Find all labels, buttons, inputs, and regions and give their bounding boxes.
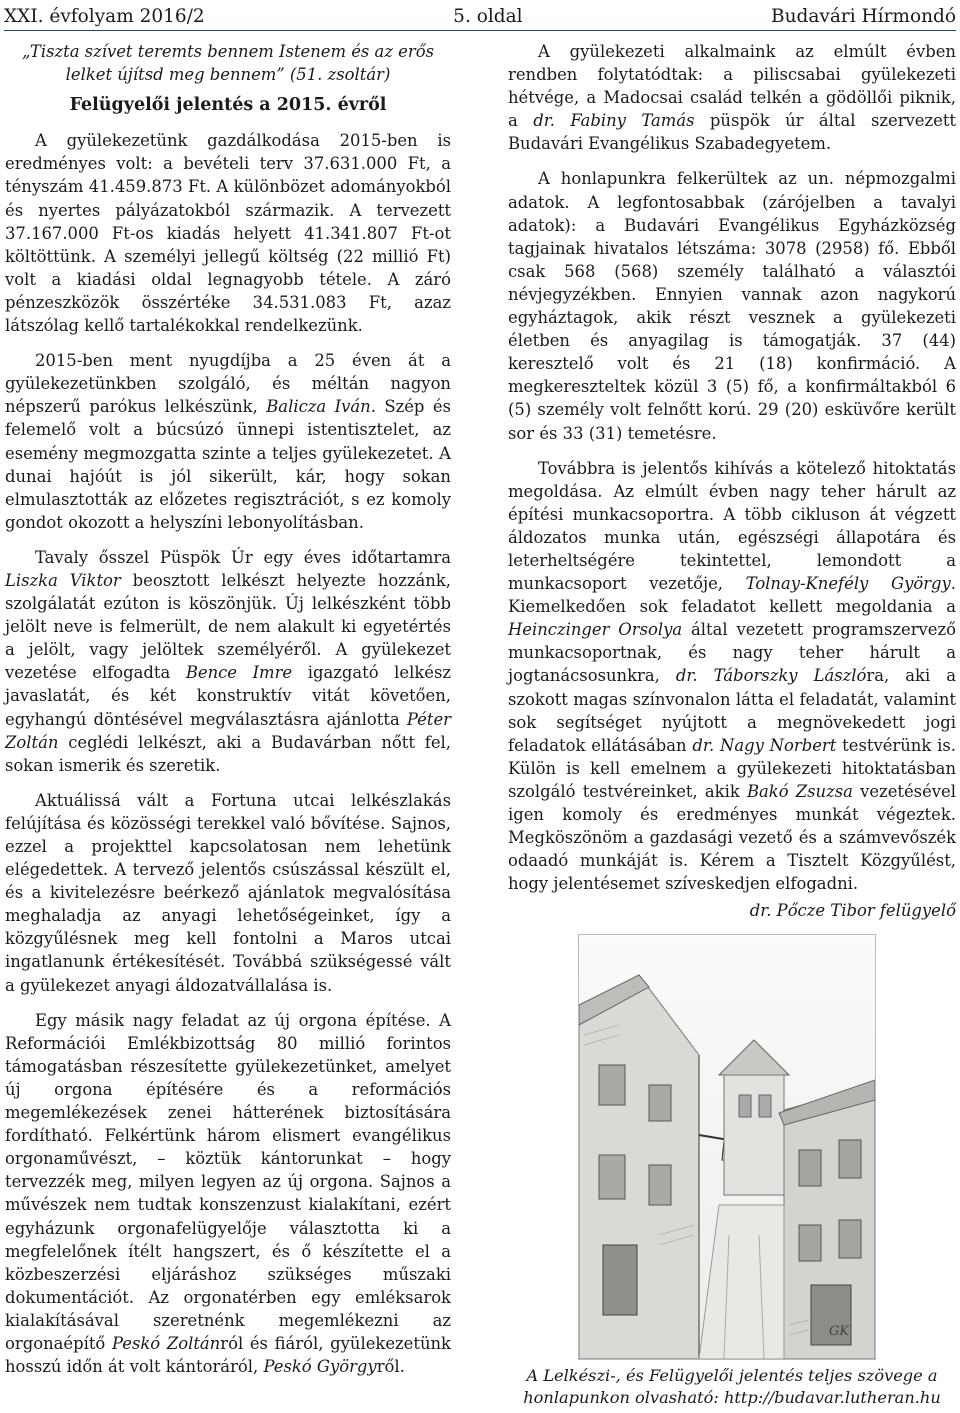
paragraph-finances: A gyülekezetünk gazdálkodása 2015-ben is eredményes volt: a bevételi terv 37.631.000 Ft, a tényszám 41.459.873 Ft. A különbözet adományokból és nyertes pályázatokból származik. A tervezett 37.167.000 Ft-os kiadás helyett 41.341.807 Ft-ot költöttünk. A személyi jellegű költség (22 millió Ft) volt a kiadási oldal legnagyobb tétele. A záró pénzeszközök összértéke 34.531.083 Ft, azaz látszólag kellő tartalékokkal rendelkezünk. <box>5 131 451 336</box>
left-column <box>5 40 451 1378</box>
artist-signature-mark: GK <box>829 1324 850 1339</box>
figure-caption: A Lelkészi-, és Felügyelői jelentés teljes szövege a honlapunkon olvasható: http://budavar.lutheran.hu <box>523 1366 941 1407</box>
street-sketch-drawing <box>579 935 875 1359</box>
page-header <box>4 2 956 31</box>
paragraph-retirement: 2015-ben ment nyugdíjba a 25 éven át a gyülekezetünkben szolgáló, és méltán nagyon népszerű parókus lelkészünk, Balicza Iván. Szép és felemelő volt a búcsúzó ünnepi istentisztelet, az esemény megmozgatta szinte a teljes gyülekezetet. A dunai hajóút is jól sikerült, kár, hogy sokan elmulasztották az előzetes regisztrációt, s ez komoly gondot okozott a helyszíni lebonyolításban. <box>5 351 451 532</box>
paragraph-statistics: A honlapunkra felkerültek az un. népmozgalmi adatok. A legfontosabbak (zárójelben a tavalyi adatok): a Budavári Evangélikus Egyházközség tagjainak hivatalos létszáma: 3078 (2958) fő. Ebből csak 568 (568) személy található a választói névjegyzékben. Ennyien vannak azon nagykorú egyháztagok, akik részt vesznek a gyülekezeti életben és anyagilag is támogatják. 37 (44) keresztelő volt és 21 (18) konfirmáció. A megkereszteltek közül 3 (5) fő, a konfirmáltakból 6 (5) személy volt felnőtt korú. 29 (20) esküvőre került sor és 33 (31) temetésre. <box>508 169 956 443</box>
paragraph-parsonage: Aktuálissá vált a Fortuna utcai lelkészlakás felújítása és közösségi terekkel való bővítése. Sajnos, ezzel a projekttel kapcsolatosan nem lehetünk elégedettek. A tervező jelentős csúszással készült el, és a kivitelezésre beérkező ajánlatok megvalósítása meghaladja az anyagi lehetőségeinket, így a közgyűlésnek meg kell fontolni a Maros utcai ingatlanunk értékesítését. Továbbá szükségessé vált a gyülekezet anyagi áldozatvállalása is. <box>5 790 451 995</box>
page-number: 5. oldal <box>453 5 523 27</box>
paragraph-organ: Egy másik nagy feladat az új orgona építése. A Reformációi Emlékbizottság 80 millió forintos támogatásban részesítette gyülekezetünket, amelyet új orgona építésére és a reformációs megemlékezések zenei hátterének biztosítására fordítható. Felkértünk három elismert evangélikus orgonaművészt, – köztük kántorunkat – hogy tervezzék meg, milyen legyen az új orgona. Sajnos a művészek nem tudtak konszenzust kialakítani, ezért egyházunk orgonafelügyelője választotta ki a megfelelőnek ítélt hangszert, és ő készítette el a közbeszerzési eljáráshoz szükséges műszaki dokumentációt. Az orgonatérben egy emléksarok kialakításával szeretnénk megemlékezni az orgonaépítő Peskó Zoltánról és fiáról, gyülekezetünk hosszú időn át volt kántoráról, Peskó Györgyről. <box>5 1010 451 1377</box>
article-title: Felügyelői jelentés a 2015. évről <box>69 95 387 116</box>
author-signature: dr. Pőcze Tibor felügyelő <box>749 901 956 921</box>
publication-name: Budavári Hírmondó <box>771 5 956 27</box>
street-sketch-figure <box>578 934 876 1360</box>
paragraph-events: A gyülekezeti alkalmaink az elmúlt évben rendben folytatódtak: a piliscsabai gyülekezeti hétvége, a Madocsai család telkén a gödöllői piknik, a dr. Fabiny Tamás püspök úr által szervezett Budavári Evangélikus Szabadegyetem. <box>508 42 956 154</box>
right-column <box>508 40 956 922</box>
psalm-quote: „Tiszta szívet teremts bennem Istenem és az erős lelket újítsd meg bennem” (51. zsoltár) <box>21 42 434 85</box>
paragraph-thanks: Továbbra is jelentős kihívás a kötelező hitoktatás megoldása. Az elmúlt évben nagy teher hárult az építési munkacsoportra. A több cikluson át végzett áldozatos munka után, egészségi állapotára és leterheltségére tekintettel, lemondott a munkacsoport vezetője, Tolnay-Knefély György. Kiemelkedően sok feladatot kellett megoldania a Heinczinger Orsolya által vezetett programszervező munkacsoportnak, és nagy teher hárult a jogtanácsosunkra, dr. Táborszky Lászlóra, aki a szokott magas színvonalon látta el feladatát, valamint sok segítséget nyújtott a megnövekedett jogi feladatok ellátásában dr. Nagy Norbert testvérünk is. Külön is kell emelnem a gyülekezeti hitoktatásban szolgáló testvéreinket, akik Bakó Zsuzsa vezetésével igen komoly és eredményes munkát végeztek. Megköszönöm a gazdasági vezető és a számvevőszék odaadó munkáját is. Kérem a Tisztelt Közgyűlést, hogy jelentésemet szíveskedjen elfogadni. <box>508 458 957 894</box>
paragraph-new-pastor: Tavaly ősszel Püspök Úr egy éves időtartamra Liszka Viktor beosztott lelkészt helyezte hozzánk, szolgálatát ezúton is köszönjük. Új lelkészként több jelölt neve is felmerült, de nem alakult ki egyetértés a jelölt, vagy jelöltek személyéről. A gyülekezet vezetése elfogadta Bence Imre igazgató lelkész javaslatát, és két konstruktív vitát követően, egyhangú döntésével megválasztásra ajánlotta Péter Zoltán ceglédi lelkészt, aki a Budavárban nőtt fel, sokan ismerik és szeretik. <box>5 547 451 775</box>
issue-label: XXI. évfolyam 2016/2 <box>4 5 205 27</box>
